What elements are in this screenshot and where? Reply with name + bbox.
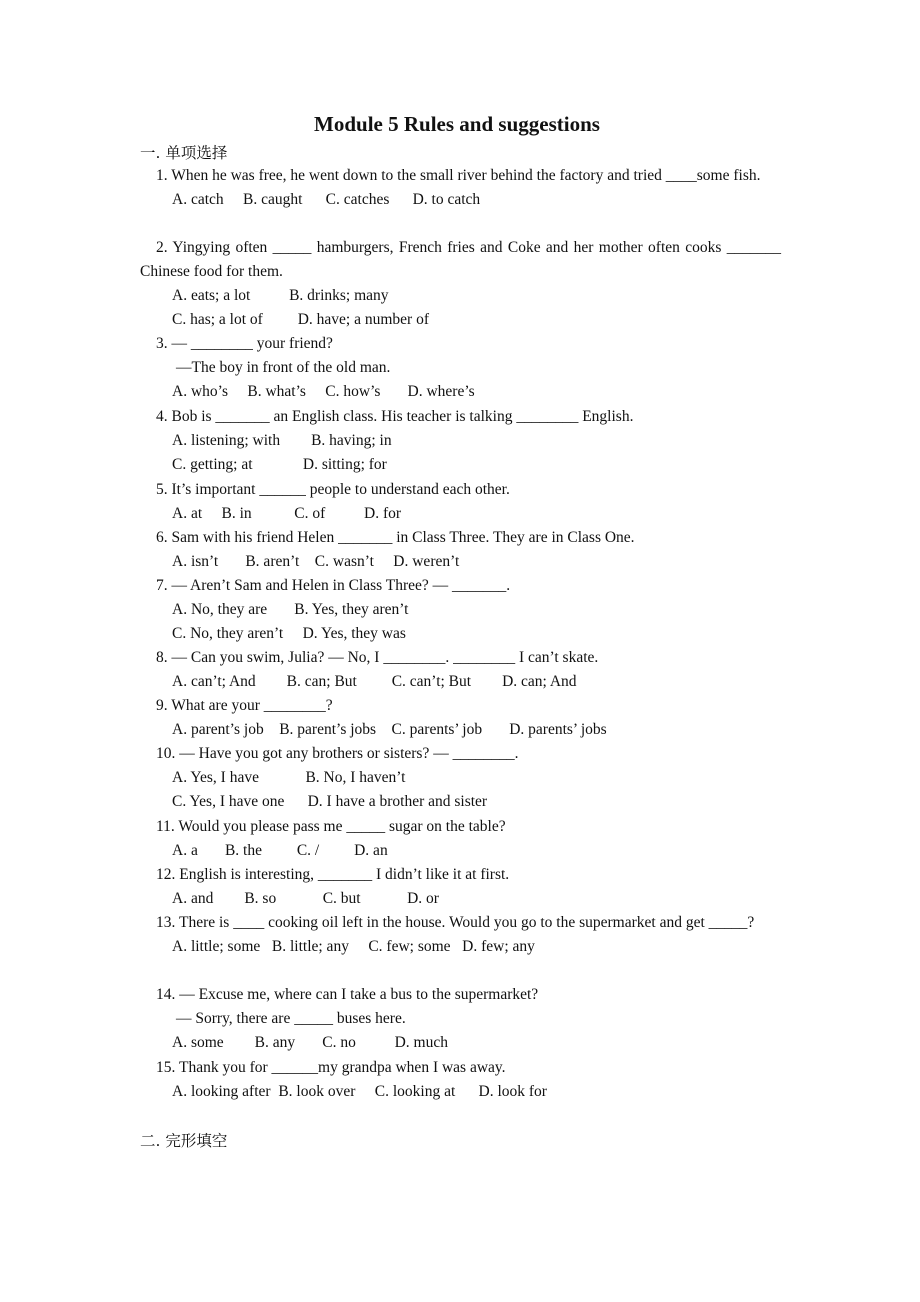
question-options: A. eats; a lot B. drinks; many [172, 287, 389, 304]
question-5 [140, 478, 781, 526]
section-heading-multiple-choice: 一. 单项选择 [140, 144, 228, 162]
question-4 [140, 405, 781, 477]
question-options: A. a B. the C. / D. an [172, 842, 388, 859]
question-options: A. parent’s job B. parent’s jobs C. parents’ job D. parents’ jobs [172, 721, 607, 738]
question-options: A. isn’t B. aren’t C. wasn’t D. weren’t [172, 553, 460, 570]
question-options: A. catch B. caught C. catches D. to catch [172, 191, 481, 208]
question-2 [140, 236, 781, 332]
question-options: C. Yes, I have one D. I have a brother and sister [172, 793, 488, 810]
question-stem: 8. — Can you swim, Julia? — No, I ________. ________ I can’t skate. [156, 649, 599, 666]
question-stem: 9. What are your ________? [156, 697, 333, 714]
question-options: A. listening; with B. having; in [172, 432, 392, 449]
question-9 [140, 694, 781, 742]
question-11 [140, 815, 781, 863]
question-answer-line: — Sorry, there are _____ buses here. [176, 1010, 406, 1027]
question-options: A. little; some B. little; any C. few; some D. few; any [172, 938, 535, 955]
question-options: A. looking after B. look over C. looking at D. look for [172, 1083, 547, 1100]
question-options: C. getting; at D. sitting; for [172, 456, 387, 473]
question-stem: 5. It’s important ______ people to understand each other. [156, 481, 510, 498]
question-stem: 13. There is ____ cooking oil left in the house. Would you go to the supermarket and get _____? [156, 914, 755, 931]
question-options: A. who’s B. what’s C. how’s D. where’s [172, 383, 475, 400]
question-8 [140, 646, 781, 694]
question-stem: 2. Yingying often _____ hamburgers, French fries and Coke and her mother often cooks _______ Chinese food for them. [140, 239, 781, 280]
question-14 [140, 983, 781, 1055]
question-stem: 3. — ________ your friend? [156, 335, 333, 352]
question-stem: 7. — Aren’t Sam and Helen in Class Three? — _______. [156, 577, 511, 594]
page-title: Module 5 Rules and suggestions [314, 112, 600, 136]
question-stem: 12. English is interesting, _______ I didn’t like it at first. [156, 866, 510, 883]
question-stem: 14. — Excuse me, where can I take a bus to the supermarket? [156, 986, 539, 1003]
question-stem: 1. When he was free, he went down to the small river behind the factory and tried ____some fish. [156, 167, 761, 184]
question-stem: 15. Thank you for ______my grandpa when I was away. [156, 1059, 506, 1076]
question-answer-line: —The boy in front of the old man. [176, 359, 391, 376]
question-stem: 6. Sam with his friend Helen _______ in Class Three. They are in Class One. [156, 529, 635, 546]
question-stem: 10. — Have you got any brothers or sisters? — ________. [156, 745, 519, 762]
question-options: A. some B. any C. no D. much [172, 1034, 448, 1051]
question-options: A. at B. in C. of D. for [172, 505, 402, 522]
question-1 [140, 164, 781, 212]
question-options: A. can’t; And B. can; But C. can’t; But D. can; And [172, 673, 577, 690]
question-6 [140, 526, 781, 574]
question-stem: 4. Bob is _______ an English class. His teacher is talking ________ English. [156, 408, 634, 425]
question-options: A. and B. so C. but D. or [172, 890, 439, 907]
question-options: A. Yes, I have B. No, I haven’t [172, 769, 406, 786]
question-13 [140, 911, 781, 959]
question-10 [140, 742, 781, 814]
question-options: C. No, they aren’t D. Yes, they was [172, 625, 406, 642]
section-heading-cloze: 二. 完形填空 [140, 1132, 228, 1150]
question-7 [140, 574, 781, 646]
question-options: A. No, they are B. Yes, they aren’t [172, 601, 409, 618]
question-options: C. has; a lot of D. have; a number of [172, 311, 429, 328]
question-stem: 11. Would you please pass me _____ sugar on the table? [156, 818, 506, 835]
question-3 [140, 332, 781, 404]
question-15 [140, 1056, 781, 1104]
question-12 [140, 863, 781, 911]
